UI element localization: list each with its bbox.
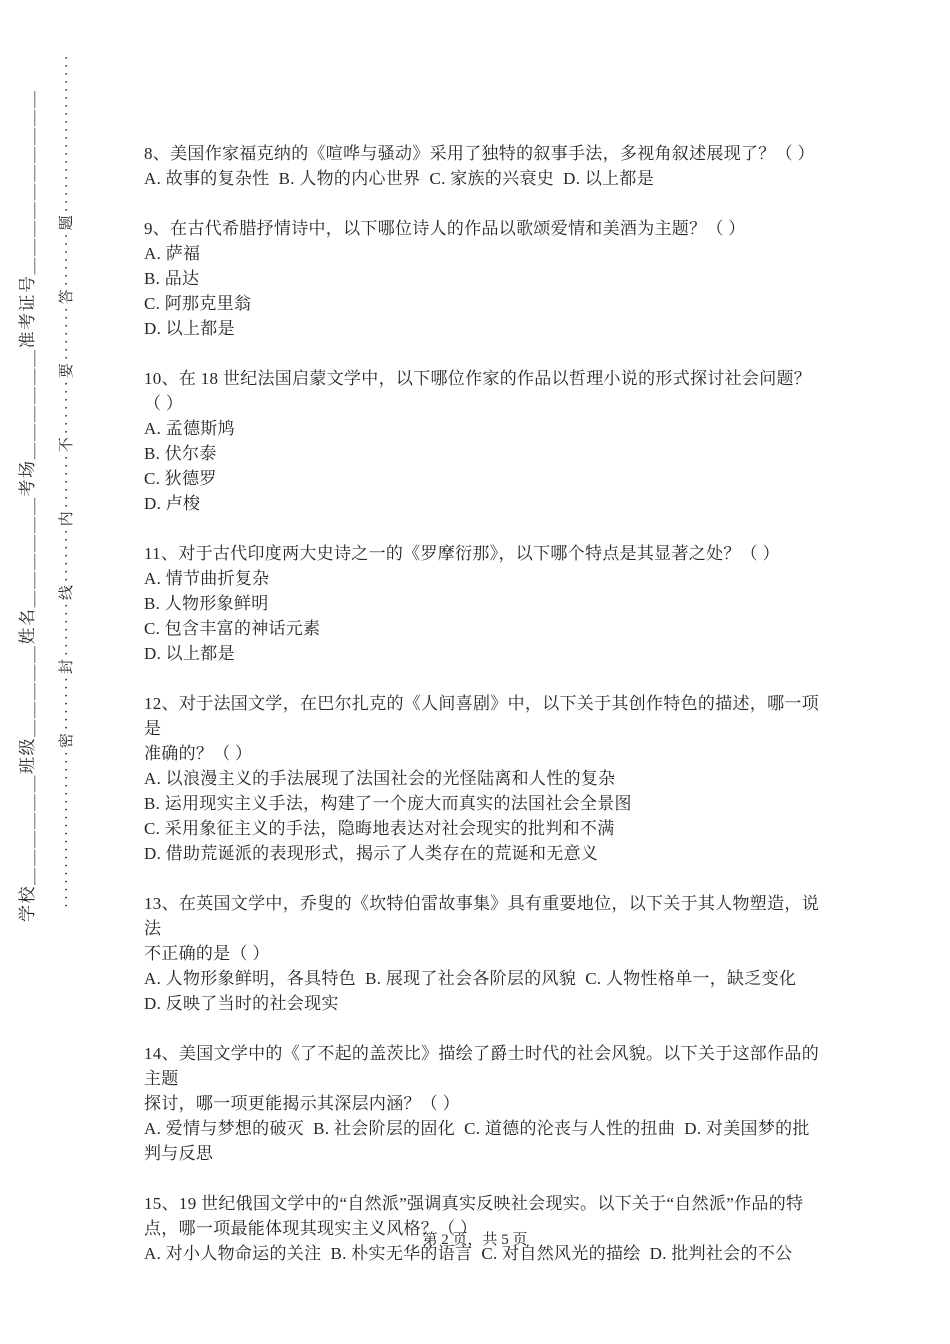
question-line: 15、19 世纪俄国文学中的“自然派”强调真实反映社会现实。以下关于“自然派”作品的特	[144, 1194, 804, 1213]
question-line: D. 以上都是	[144, 319, 235, 338]
question-14	[144, 1041, 824, 1166]
question-line: C. 包含丰富的神话元素	[144, 619, 321, 638]
question-line: A. 爱情与梦想的破灭 B. 社会阶层的固化 C. 道德的沦丧与人性的扭曲 D. 对美国梦的批	[144, 1119, 810, 1138]
question-line: D. 借助荒诞派的表现形式，揭示了人类存在的荒诞和无意义	[144, 844, 599, 863]
question-line: A. 人物形象鲜明，各具特色 B. 展现了社会各阶层的风貌 C. 人物性格单一，缺乏变化	[144, 969, 797, 988]
question-line: B. 人物形象鲜明	[144, 594, 269, 613]
question-line: D. 反映了当时的社会现实	[144, 994, 339, 1013]
question-line: 11、对于古代印度两大史诗之一的《罗摩衍那》，以下哪个特点是其显著之处？（ ）	[144, 544, 780, 563]
question-12	[144, 691, 824, 866]
question-line: 点，哪一项最能体现其现实主义风格？（ ）	[144, 1219, 478, 1238]
question-line: 14、美国文学中的《了不起的盖茨比》描绘了爵士时代的社会风貌。以下关于这部作品的主题	[144, 1044, 819, 1088]
question-line: B. 运用现实主义手法，构建了一个庞大而真实的法国社会全景图	[144, 794, 632, 813]
question-8	[144, 141, 824, 191]
question-line: 准确的？（ ）	[144, 744, 253, 763]
question-line: B. 品达	[144, 269, 200, 288]
question-9	[144, 216, 824, 341]
question-11	[144, 541, 824, 666]
question-line: A. 以浪漫主义的手法展现了法国社会的光怪陆离和人性的复杂	[144, 769, 616, 788]
question-line: C. 阿那克里翁	[144, 294, 252, 313]
question-line: C. 采用象征主义的手法，隐晦地表达对社会现实的批判和不满	[144, 819, 615, 838]
question-line: A. 对小人物命运的关注 B. 朴实无华的语言 C. 对自然风光的描绘 D. 批判社会的不公	[144, 1244, 793, 1263]
question-13	[144, 891, 824, 1016]
question-line: B. 伏尔泰	[144, 444, 217, 463]
question-line: A. 孟德斯鸠	[144, 419, 235, 438]
question-line: A. 情节曲折复杂	[144, 569, 270, 588]
page-number: 第 2 页，共 5 页	[422, 1232, 528, 1248]
question-line: 8、美国作家福克纳的《喧哗与骚动》采用了独特的叙事手法，多视角叙述展现了？（ ）	[144, 144, 815, 163]
question-line: A. 萨福	[144, 244, 201, 263]
question-line: （ ）	[144, 394, 184, 413]
seal-line-text: ····················密·······封·······线·······内·······不·······要·······答·······题····················	[59, 52, 75, 908]
question-line: 探讨，哪一项更能揭示其深层内涵？（ ）	[144, 1094, 460, 1113]
questions-area	[144, 141, 824, 1291]
question-line: C. 狄德罗	[144, 469, 217, 488]
question-line: 不正确的是（ ）	[144, 944, 270, 963]
question-line: D. 以上都是	[144, 644, 235, 663]
question-line: 13、在英国文学中，乔叟的《坎特伯雷故事集》具有重要地位，以下关于其人物塑造，说法	[144, 894, 819, 938]
question-line: 12、对于法国文学，在巴尔扎克的《人间喜剧》中，以下关于其创作特色的描述，哪一项是	[144, 694, 819, 738]
question-line: 9、在古代希腊抒情诗中，以下哪位诗人的作品以歌颂爱情和美酒为主题？（ ）	[144, 219, 746, 238]
question-line: D. 卢梭	[144, 494, 201, 513]
question-line: 10、在 18 世纪法国启蒙文学中，以下哪位作家的作品以哲理小说的形式探讨社会问题？	[144, 369, 812, 388]
question-line: 判与反思	[144, 1144, 214, 1163]
question-10	[144, 366, 824, 516]
question-line: A. 故事的复杂性 B. 人物的内心世界 C. 家族的兴衰史 D. 以上都是	[144, 169, 655, 188]
student-info-fields: 学校＿＿＿＿＿＿班级＿＿＿＿＿姓名＿＿＿＿＿＿考场＿＿＿＿＿＿准考证号＿＿＿＿＿＿＿＿＿＿	[18, 89, 37, 922]
